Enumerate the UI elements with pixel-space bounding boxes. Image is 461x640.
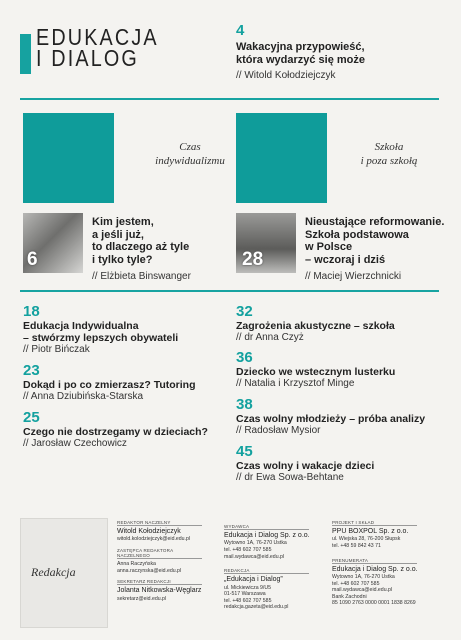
masthead-line: 01-517 Warszawa xyxy=(224,591,266,598)
teal-square-left xyxy=(23,113,114,203)
masthead-line: anna.raczynska@eid.edu.pl xyxy=(117,567,182,574)
toc-title: Dokąd i po co zmierzasz? Tutoring xyxy=(23,379,196,391)
toc-entry xyxy=(236,443,446,483)
logo xyxy=(36,24,159,71)
toc-title: Edukacja Indywidualna xyxy=(23,320,139,332)
feature-number-left: 6 xyxy=(27,249,38,270)
article-title-line: która wydarzyć się może xyxy=(236,54,366,66)
masthead-line: Wytowno 1A, 76-270 Ustka xyxy=(224,540,287,547)
article-title xyxy=(236,41,365,67)
toc-title: – stwórzmy lepszych obywateli xyxy=(23,332,179,344)
section-divider xyxy=(20,98,439,100)
toc-number: 23 xyxy=(23,362,40,379)
toc-author: // Natalia i Krzysztof Minge xyxy=(236,378,355,389)
toc-entry xyxy=(23,362,223,402)
masthead-line: Anna Raczyńska xyxy=(117,561,156,567)
caption-line: Szkoła xyxy=(374,141,404,153)
masthead-line: tel. +48 602 707 585 xyxy=(224,547,272,553)
masthead-line: PPU BOXPOL Sp. z o.o. xyxy=(332,528,409,535)
section-divider xyxy=(20,290,439,292)
feature-title-line: Szkoła podstawowa xyxy=(305,228,409,241)
masthead-line: Edukacja i Dialog Sp. z o.o. xyxy=(224,532,310,539)
feature-title-line: to dlaczego aż tyle xyxy=(92,241,190,253)
section-caption-left xyxy=(142,140,238,168)
masthead-line: Edukacja i Dialog Sp. z o.o. xyxy=(332,565,418,573)
masthead-heading: WYDAWCA xyxy=(224,524,309,530)
masthead-line: ul. Mickiewicza 9/U5 xyxy=(224,584,271,591)
feature-title-line: Nieustające reformowanie. xyxy=(305,216,445,228)
masthead-line: mail.wydawca@eid.edu.pl xyxy=(224,553,285,560)
toc-title: Zagrożenia akustyczne – szkoła xyxy=(236,320,395,332)
toc-number: 38 xyxy=(236,396,253,413)
feature-photo-right xyxy=(236,213,296,273)
toc-number: 45 xyxy=(236,443,253,460)
feature-title-line: a jeśli już, xyxy=(92,228,144,241)
toc-number: 18 xyxy=(23,303,40,320)
masthead-heading: REDAKTOR NACZELNY xyxy=(117,520,202,526)
toc-author: // dr Anna Czyż xyxy=(236,332,304,343)
toc-number: 36 xyxy=(236,349,253,366)
feature-photo-left xyxy=(23,213,83,273)
toc-entry xyxy=(236,396,446,436)
masthead-heading: ZASTĘPCA REDAKTORA NACZELNEGO xyxy=(117,548,202,559)
masthead-line: mail.wydawca@eid.edu.pl xyxy=(332,587,393,594)
logo-line-1: EDUKACJA xyxy=(36,24,159,50)
masthead-col-3 xyxy=(332,520,444,607)
masthead-col-2 xyxy=(224,524,324,611)
article-title-line: Wakacyjna przypowieść, xyxy=(236,41,365,53)
toc-author: // Anna Dziubińska-Starska xyxy=(23,391,144,402)
masthead-line: Jolanta Nitkowska-Węglarz xyxy=(117,587,202,595)
article-author: // Witold Kołodziejczyk xyxy=(236,70,336,81)
masthead-line: tel. +48 602 707 585 xyxy=(224,597,272,604)
redakcja-label: Redakcja xyxy=(31,565,76,579)
logo-line-2: I DIALOG xyxy=(36,45,139,71)
teal-square-right xyxy=(236,113,327,203)
toc-title: Czego nie dostrzegamy w dzieciach? xyxy=(23,426,208,438)
toc-entry xyxy=(23,409,223,449)
toc-author: // Piotr Bińczak xyxy=(23,344,90,355)
masthead-line: tel. +48 59 842 43 71 xyxy=(332,543,381,549)
toc-number: 32 xyxy=(236,303,253,320)
masthead-line: redakcja.gazeta@eid.edu.pl xyxy=(224,604,289,611)
feature-title-line: i tylko tyle? xyxy=(92,253,153,266)
toc-number: 25 xyxy=(23,409,40,426)
feature-author-left: // Elżbieta Binswanger xyxy=(92,271,191,282)
toc-author: // dr Ewa Sowa-Behtane xyxy=(236,472,344,483)
masthead-line: Bank Zachodni xyxy=(332,593,367,600)
toc-entry xyxy=(23,303,223,355)
toc-entry xyxy=(236,303,446,343)
feature-title-line: Kim jestem, xyxy=(92,216,154,228)
masthead-heading: PRENUMERATA xyxy=(332,558,417,564)
feature-title-right xyxy=(305,216,444,266)
masthead-heading: REDAKCJA xyxy=(224,568,309,574)
masthead-heading: PROJEKT I SKŁAD xyxy=(332,520,417,526)
toc-author: // Jarosław Czechowicz xyxy=(23,438,127,449)
caption-line: i poza szkołą xyxy=(360,155,418,167)
masthead-col-1 xyxy=(117,520,209,602)
article-number: 4 xyxy=(236,22,245,39)
toc-title: Czas wolny młodzieży – próba analizy xyxy=(236,413,426,425)
toc-title: Dziecko we wstecznym lusterku xyxy=(236,366,396,378)
masthead-heading: SEKRETARZ REDAKCJI xyxy=(117,579,202,585)
masthead-line: 85 1090 2763 0000 0001 1838 8269 xyxy=(332,600,416,607)
toc-title: Czas wolny i wakacje dzieci xyxy=(236,460,375,472)
masthead-line: Witold Kołodziejczyk xyxy=(117,528,181,535)
redakcja-box xyxy=(20,518,108,628)
feature-number-right: 28 xyxy=(242,249,264,270)
feature-title-left xyxy=(92,216,189,266)
logo-mark xyxy=(20,34,31,74)
masthead-line: witold.kolodziejczyk@eid.edu.pl xyxy=(117,536,191,543)
toc-author: // Radosław Mysior xyxy=(236,425,321,436)
masthead-line: tel. +48 602 707 585 xyxy=(332,580,380,587)
toc-entry xyxy=(236,349,446,389)
caption-line: Czas xyxy=(179,141,201,153)
feature-title-line: w Polsce xyxy=(305,241,353,253)
masthead-line: ul. Wiejska 28, 76-200 Słupsk xyxy=(332,536,401,543)
caption-line: indywidualizmu xyxy=(155,155,225,167)
masthead-line: Wytowno 1A, 76-270 Ustka xyxy=(332,574,395,580)
section-caption-right xyxy=(350,140,428,168)
feature-title-line: – wczoraj i dziś xyxy=(305,253,386,266)
masthead-line: sekretarz@eid.edu.pl xyxy=(117,595,167,602)
masthead-line: „Edukacja i Dialog” xyxy=(224,576,283,584)
feature-author-right: // Maciej Wierzchnicki xyxy=(305,271,402,282)
